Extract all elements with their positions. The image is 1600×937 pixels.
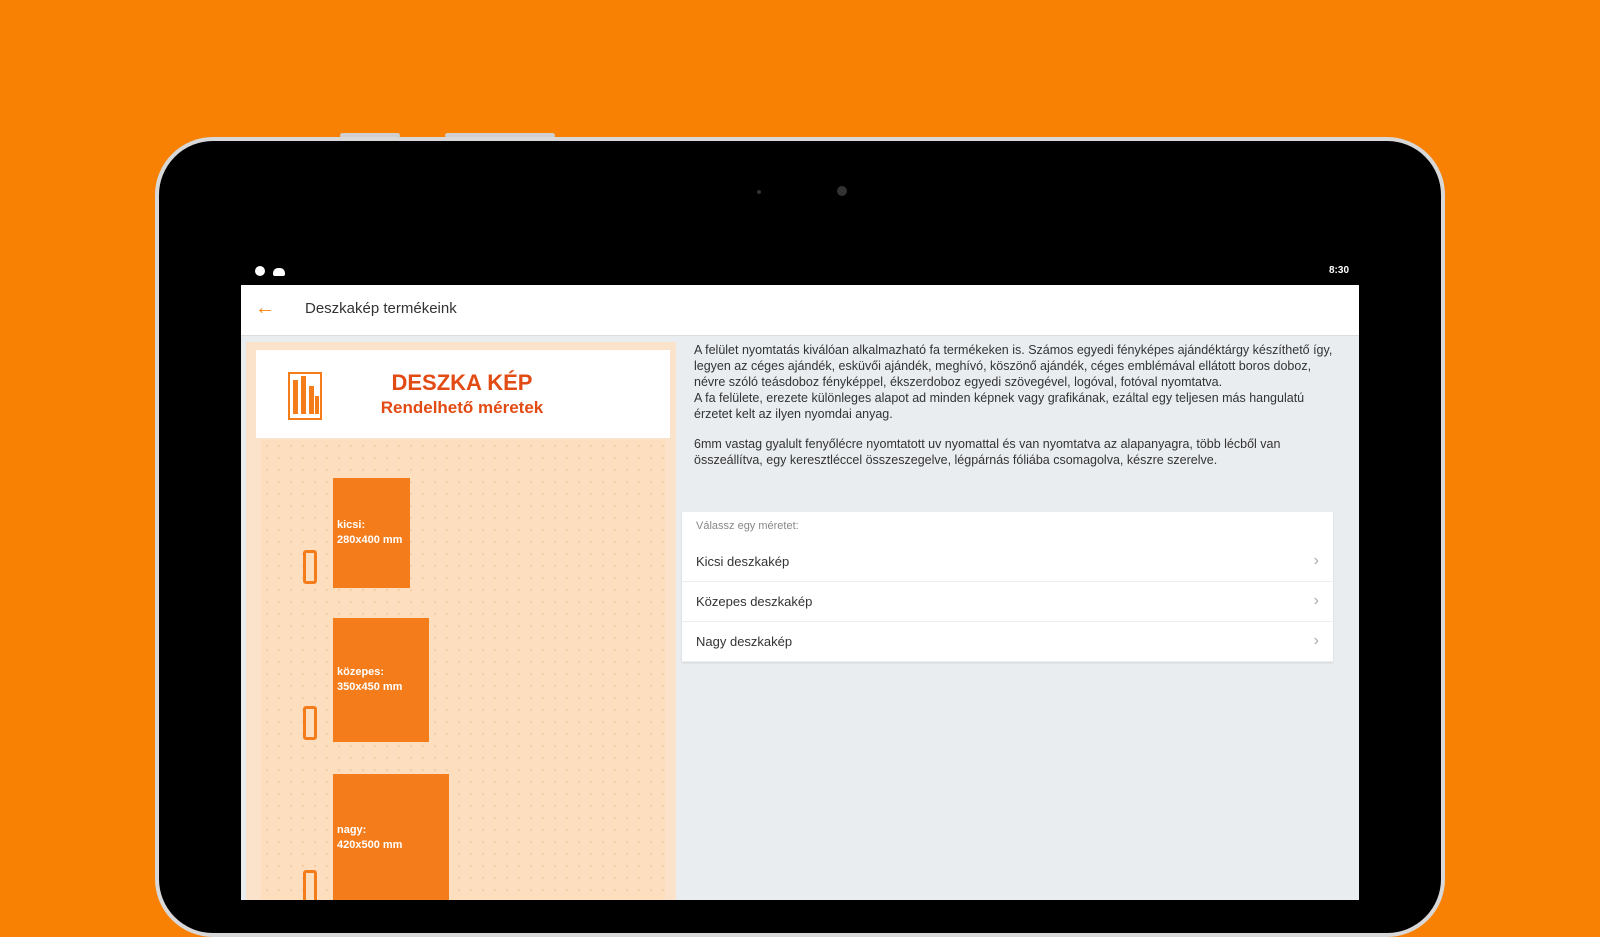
cloud-icon [273,268,285,276]
board-large-name: nagy: [337,824,367,836]
tablet-screen [241,259,1359,900]
back-arrow-icon[interactable]: ← [255,297,275,319]
board-small-dims: 280x400 mm [337,534,403,546]
status-bar [241,259,1359,285]
board-small [333,478,410,588]
list-item-large[interactable] [682,622,1333,662]
tablet-camera [837,186,847,196]
app-bar [241,285,1359,336]
phone-icon [303,550,317,584]
main-content [241,336,1359,900]
banner-card [256,350,670,438]
list-item-label: Kicsi deszkakép [696,554,790,569]
status-time: 8:30 [1328,265,1349,276]
list-item-medium[interactable] [682,582,1333,622]
phone-icon [303,706,317,740]
list-item-label: Nagy deszkakép [696,634,793,649]
size-illustration [261,440,665,900]
banner-title: DESZKA KÉP [391,370,533,395]
description-paragraph: A felület nyomtatás kiválóan alkalmazható fa termékeken is. Számos egyedi fényképes ajándéktárgy készíthető így, legyen az céges ajándék, esküvői ajándék, meghívó, köszönő ajándék, céges emblémával ellátott boros doboz, névre szóló teásdoboz fényképpel, ékszerdoboz egyedi szövegével, logóval, fotóval nyomtatva. [694,343,1333,389]
list-item-small[interactable] [682,542,1333,582]
location-icon [255,266,265,276]
banner-subtitle: Rendelhető méretek [380,398,544,417]
chevron-right-icon: › [1313,592,1319,609]
board-medium [333,618,429,742]
page-title: Deszkakép termékeink [305,300,457,317]
size-chart-panel [246,342,676,900]
board-small-name: kicsi: [337,519,366,531]
phone-icon [303,870,317,900]
description-paragraph: A fa felülete, erezete különleges alapot ad minden képnek vagy grafikának, ezáltal egy teljesen más hangulatú érzetet kelt az ilyen nyomdai anyag. [694,391,1305,421]
board-medium-name: közepes: [337,666,385,678]
chevron-right-icon: › [1313,552,1319,569]
size-list [682,512,1333,662]
logo-icon [288,372,322,420]
list-item-label: Közepes deszkakép [696,594,813,609]
chevron-right-icon: › [1313,632,1319,649]
size-list-header: Válassz egy méretet: [696,520,799,532]
board-large-dims: 420x500 mm [337,839,403,851]
description-paragraph: 6mm vastag gyalult fenyőlécre nyomtatott uv nyomattal és van nyomtatva az alapanyagra, több lécből van összeállítva, egy keresztléccel összeszegelve, légpárnás fóliába csomagolva, készre szerelve. [694,437,1281,467]
board-medium-dims: 350x450 mm [337,681,403,693]
product-description [694,342,1334,468]
tablet-sensor [757,190,761,194]
board-large [333,774,449,900]
